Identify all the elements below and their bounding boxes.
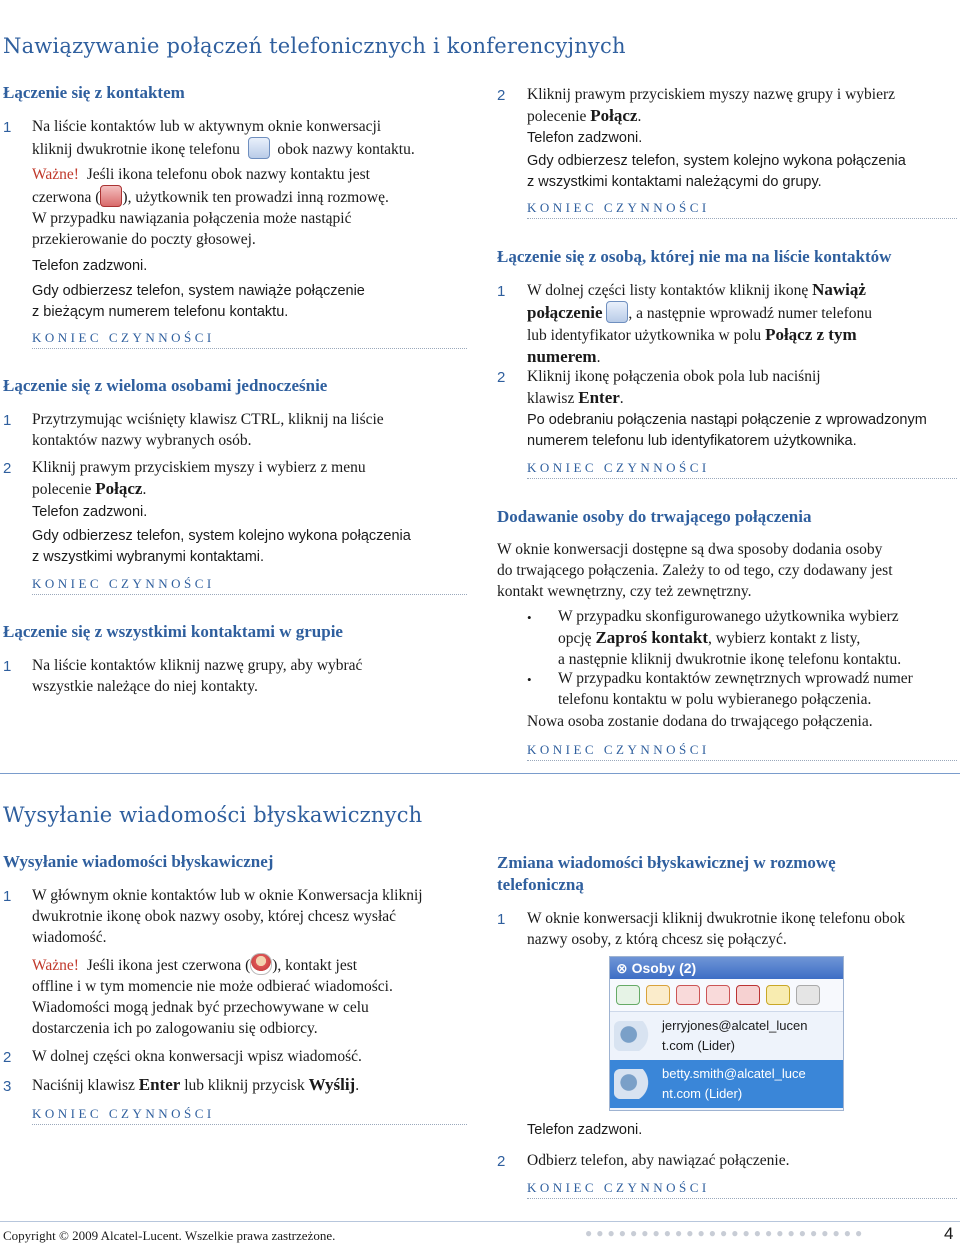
step-number: 1 — [3, 412, 12, 429]
heading-contact-call: Łączenie się z kontaktem — [3, 83, 185, 102]
offline-user-icon — [250, 953, 272, 975]
step-text: Na liście kontaktów lub w aktywnym oknie konwersacji kliknij dwukrotnie ikonę telefonu obok nazwy kontaktu. — [32, 118, 415, 158]
result-text: Gdy odbierzesz telefon, system kolejno wykona połączenia z wszystkimi wybranymi kontaktami. — [32, 528, 411, 565]
step-number: 1 — [497, 283, 506, 300]
end-of-task: KONIEC CZYNNOŚCI — [32, 330, 467, 349]
phone-icon — [248, 137, 270, 159]
end-of-task: KONIEC CZYNNOŚCI — [527, 460, 957, 479]
transfer-icon[interactable] — [676, 985, 700, 1005]
heading-outside-call: Łączenie się z osobą, której nie ma na liście kontaktów — [497, 247, 892, 266]
user-avatar-icon — [614, 1069, 656, 1099]
hold-icon[interactable] — [646, 985, 670, 1005]
step-text: Naciśnij klawisz Enter lub kliknij przycisk Wyślij. — [32, 1075, 360, 1094]
end-of-task: KONIEC CZYNNOŚCI — [527, 200, 957, 219]
step-number: 1 — [3, 658, 12, 675]
user-avatar-icon — [614, 1021, 656, 1051]
copyright-text: Copyright © 2009 Alcatel-Lucent. Wszelkie prawa zastrzeżone. — [3, 1228, 336, 1243]
dial-icon — [606, 301, 628, 323]
step-text: W oknie konwersacji kliknij dwukrotnie ikonę telefonu obok nazwy osoby, z którą chcesz się połączyć. — [527, 910, 906, 948]
section-title: Wysyłanie wiadomości błyskawicznych — [3, 803, 423, 827]
call-toolbar — [610, 979, 843, 1012]
step-text: W dolnej części listy kontaktów kliknij ikonę Nawiąż połączenie , a następnie wprowadź numer telefonu lub identyfikator użytkownika w polu Połącz z tym numerem. — [527, 280, 873, 366]
step-text: W głównym oknie kontaktów lub w oknie Konwersacja kliknij dwukrotnie ikonę obok nazwy osoby, której chcesz wysłać wiadomość. — [32, 887, 423, 946]
end-of-task: KONIEC CZYNNOŚCI — [527, 742, 957, 761]
lock-icon[interactable] — [766, 985, 790, 1005]
collapse-icon[interactable]: ⊗ — [616, 960, 632, 976]
heading-im-to-call: Zmiana wiadomości błyskawicznej w rozmowę telefoniczną — [497, 853, 836, 894]
step-text: Na liście kontaktów kliknij nazwę grupy, aby wybrać wszystkie należące do niej kontakty. — [32, 657, 363, 695]
footer-divider — [0, 1221, 960, 1222]
warning-note: Ważne! Jeśli ikona telefonu obok nazwy kontaktu jest czerwona ( ), użytkownik ten prowadzi inną rozmowę. W przypadku nawiązania połączenia może nastąpić przekierowanie do poczty głosowej. — [32, 166, 389, 248]
step-text: Kliknij prawym przyciskiem myszy i wybierz z menu polecenie Połącz. — [32, 459, 366, 498]
step-text: Kliknij prawym przyciskiem myszy nazwę grupy i wybierz polecenie Połącz. — [527, 86, 896, 125]
ring-text: Telefon zadzwoni. — [32, 504, 148, 520]
warning-label: Ważne! — [32, 166, 79, 183]
participant-row[interactable]: jerryjones@alcatel_lucen t.com (Lider) — [610, 1012, 843, 1060]
end-of-task: KONIEC CZYNNOŚCI — [32, 576, 467, 595]
section-title: Nawiązywanie połączeń telefonicznych i konferencyjnych — [3, 34, 626, 58]
bullet-text: W przypadku kontaktów zewnętrznych wprowadź numer telefonu kontaktu w polu wybieranego połączenia. — [558, 670, 913, 708]
result-text: Nowa osoba zostanie dodana do trwającego połączenia. — [527, 713, 873, 730]
ring-text: Telefon zadzwoni. — [32, 258, 148, 274]
record-icon[interactable] — [736, 985, 760, 1005]
bullet: • — [527, 610, 532, 625]
step-number: 1 — [497, 911, 506, 928]
section-divider — [0, 773, 960, 774]
heading-send-im: Wysyłanie wiadomości błyskawicznej — [3, 852, 274, 871]
call-icon[interactable] — [616, 985, 640, 1005]
heading-add-person: Dodawanie osoby do trwającego połączenia — [497, 507, 812, 526]
ring-text: Telefon zadzwoni. — [527, 130, 643, 146]
step-number: 2 — [3, 1049, 12, 1066]
step-text: Kliknij ikonę połączenia obok pola lub naciśnij klawisz Enter. — [527, 368, 821, 407]
warning-note: Ważne! Jeśli ikona jest czerwona ( ), kontakt jest offline i w tym momencie nie może odbierać wiadomości. Wiadomości mogą jednak być przechowywane w celu dostarczenia ich po zalogowaniu się odbiorcy. — [32, 953, 472, 1039]
step-number: 2 — [3, 460, 12, 477]
red-phone-icon — [100, 185, 122, 207]
step-number: 2 — [497, 87, 506, 104]
step-number: 3 — [3, 1078, 12, 1095]
step-text: Odbierz telefon, aby nawiązać połączenie. — [527, 1152, 790, 1169]
step-number: 2 — [497, 1153, 506, 1170]
result-text: Po odebraniu połączenia nastąpi połączenie z wprowadzonym numerem telefonu lub identyfikatorem użytkownika. — [527, 412, 927, 449]
add-participant-icon[interactable] — [796, 985, 820, 1005]
ring-text: Telefon zadzwoni. — [527, 1122, 643, 1138]
step-number: 1 — [3, 888, 12, 905]
panel-header[interactable]: ⊗ Osoby (2) — [610, 957, 843, 979]
end-of-task: KONIEC CZYNNOŚCI — [527, 1180, 957, 1199]
participant-row[interactable]: betty.smith@alcatel_luce nt.com (Lider) — [610, 1060, 843, 1108]
heading-multi-call: Łączenie się z wieloma osobami jednocześnie — [3, 376, 328, 395]
bullet: • — [527, 672, 532, 687]
warning-label: Ważne! — [32, 957, 79, 974]
bullet-text: W przypadku skonfigurowanego użytkownika wybierz opcję Zaproś kontakt, wybierz kontakt z listy, a następnie kliknij dwukrotnie ikonę telefonu kontaktu. — [558, 608, 902, 668]
participants-panel — [609, 956, 844, 1111]
forward-icon[interactable] — [706, 985, 730, 1005]
heading-group-call: Łączenie się z wszystkimi kontaktami w grupie — [3, 622, 343, 641]
step-number: 1 — [3, 119, 12, 136]
page-number: 4 — [944, 1224, 954, 1243]
result-text: Gdy odbierzesz telefon, system kolejno wykona połączenia z wszystkimi kontaktami należącymi do grupy. — [527, 153, 906, 190]
step-text: W dolnej części okna konwersacji wpisz wiadomość. — [32, 1048, 362, 1065]
paragraph: W oknie konwersacji dostępne są dwa sposoby dodania osoby do trwającego połączenia. Zależy to od tego, czy dodawany jest kontakt wewnętrzny, czy też zewnętrzny. — [497, 541, 893, 600]
step-text: Przytrzymując wciśnięty klawisz CTRL, kliknij na liście kontaktów nazwy wybranych osób. — [32, 411, 384, 449]
footer-dots: ●●●●●●●●●●●●●●●●●●●●●●●●● — [585, 1226, 867, 1240]
step-number: 2 — [497, 369, 506, 386]
result-text: Gdy odbierzesz telefon, system nawiąże połączenie z bieżącym numerem telefonu kontaktu. — [32, 283, 365, 320]
end-of-task: KONIEC CZYNNOŚCI — [32, 1106, 467, 1125]
